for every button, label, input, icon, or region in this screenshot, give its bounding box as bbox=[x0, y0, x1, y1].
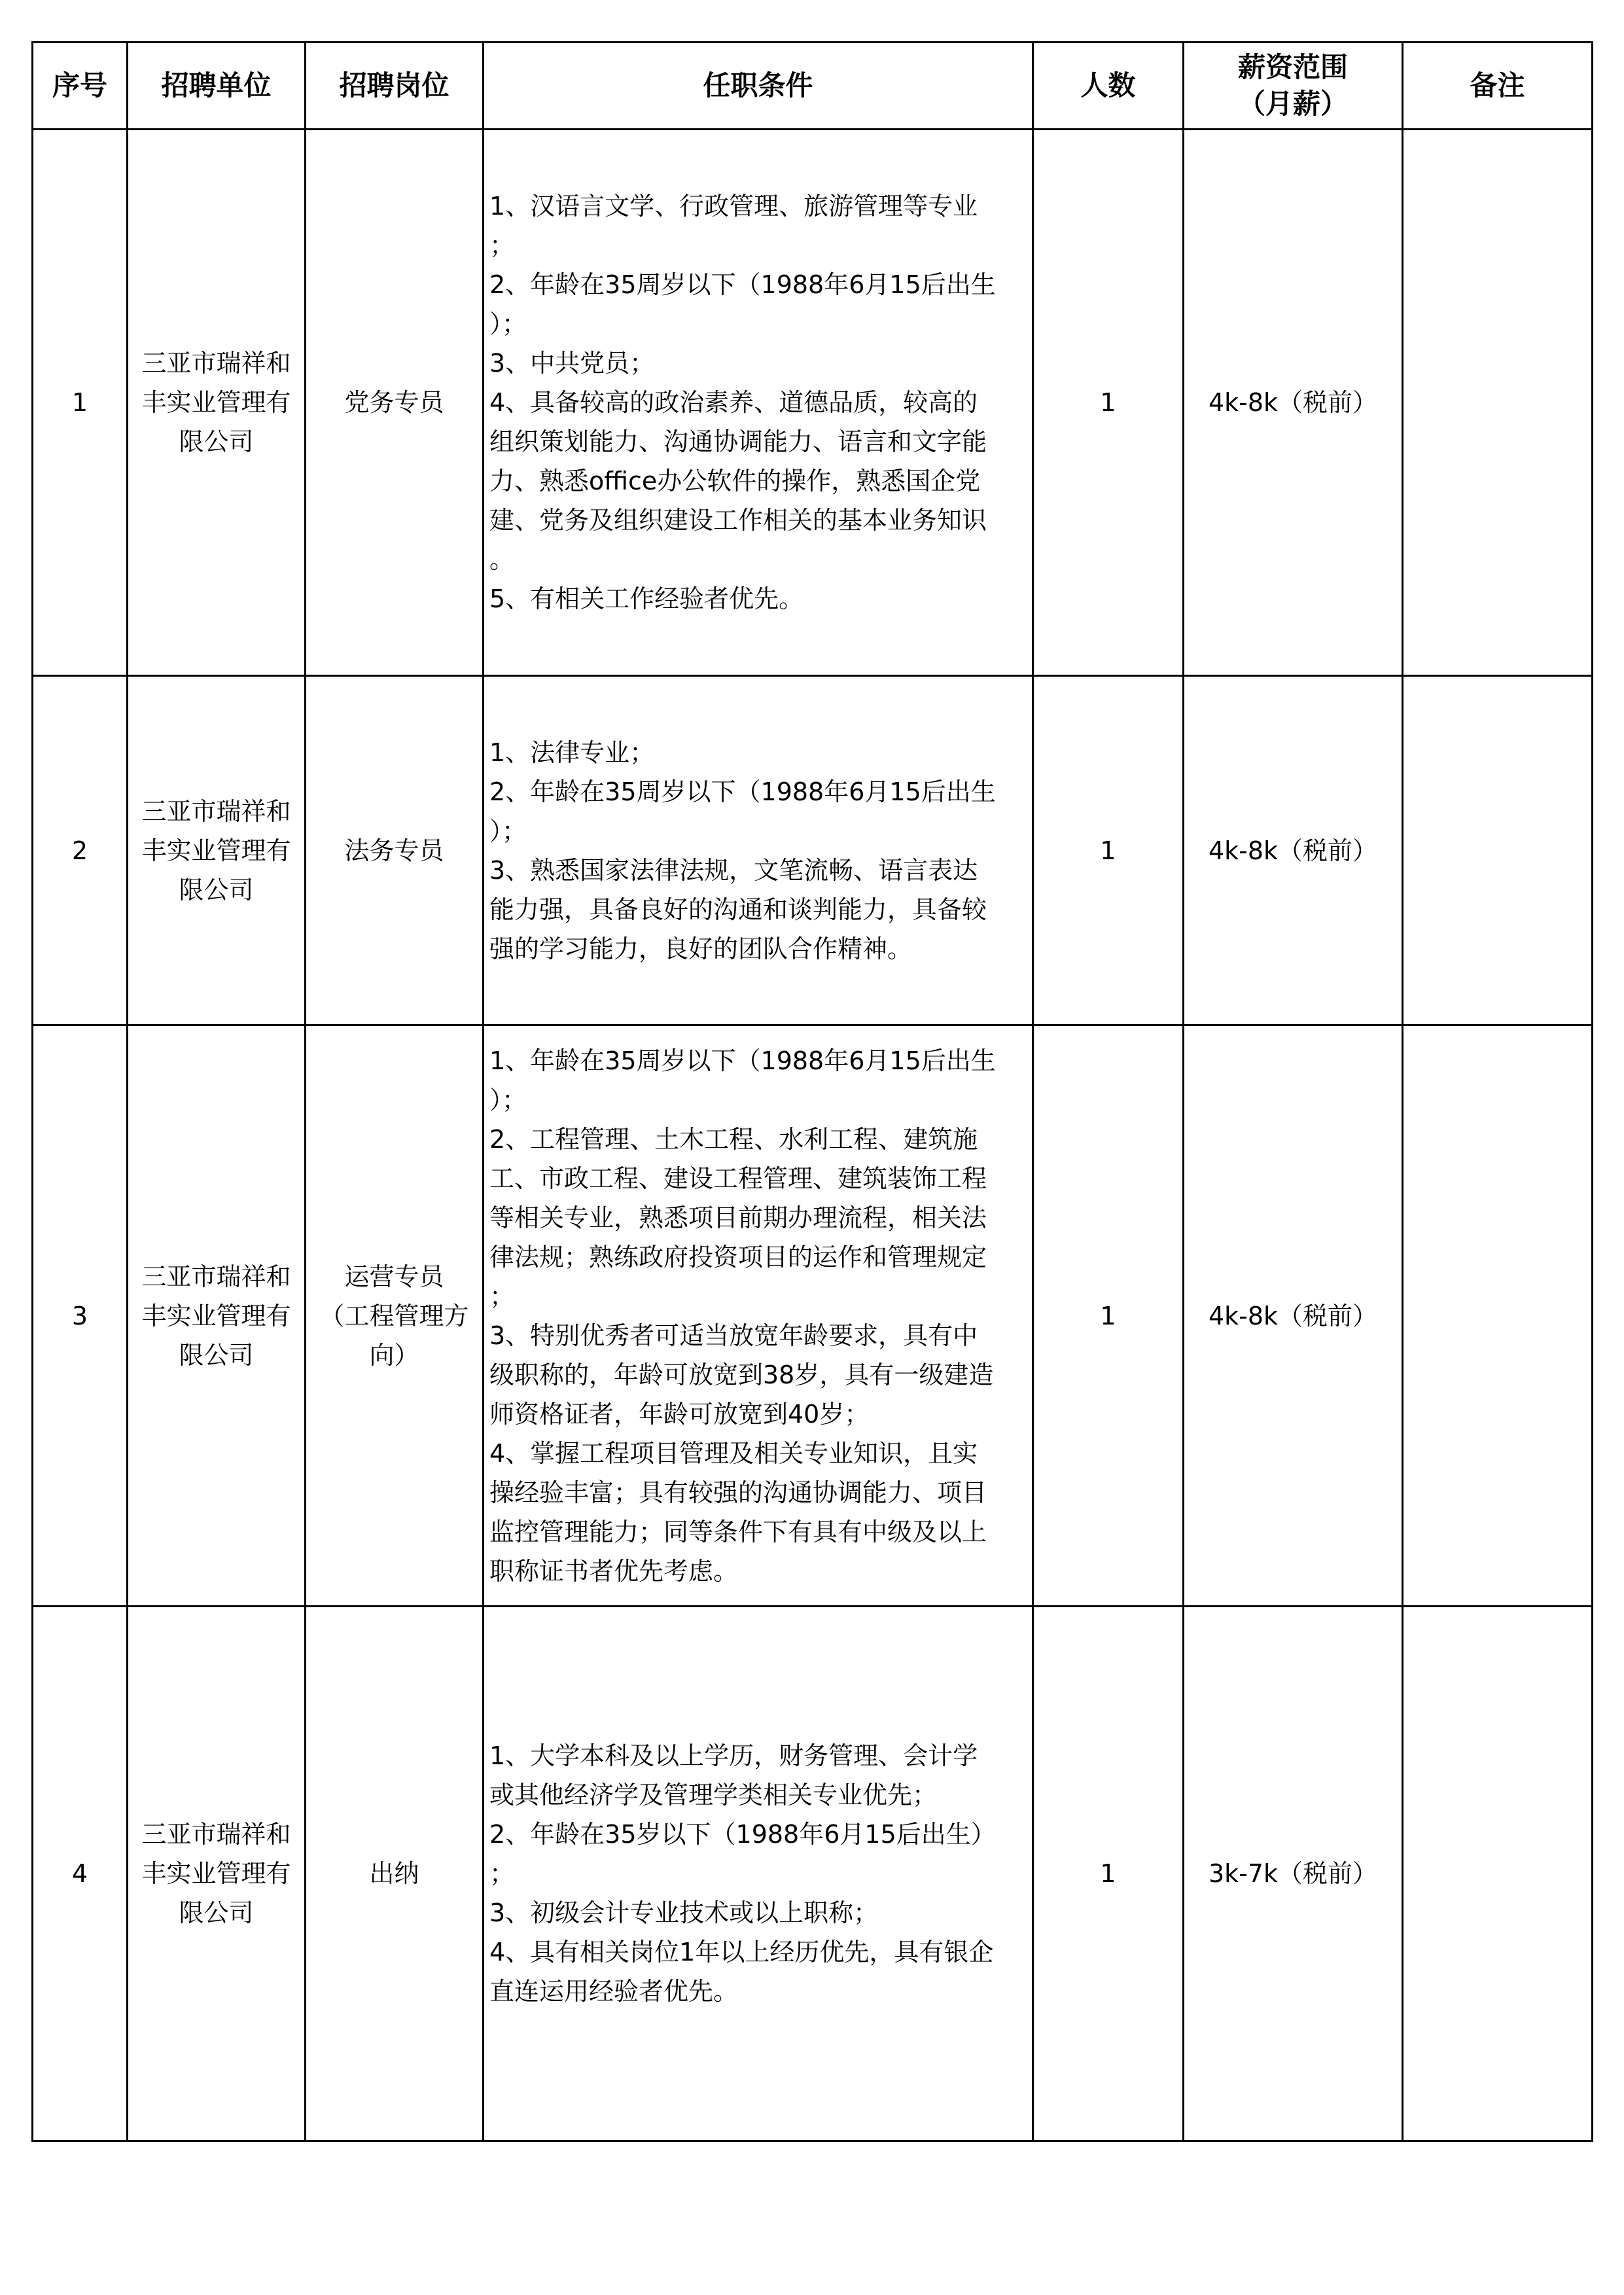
requirement-line: 师资格证者，年龄可放宽到40岁； bbox=[489, 1399, 870, 1429]
row-remarks bbox=[1403, 1607, 1593, 2141]
header-salary-line2: （月薪） bbox=[1237, 88, 1348, 120]
unit-line: 三亚市瑞祥和 bbox=[141, 349, 291, 378]
position-line: 出纳 bbox=[369, 1859, 419, 1888]
position-line: 向） bbox=[369, 1340, 419, 1370]
recruitment-table bbox=[31, 41, 1593, 2142]
row-unit bbox=[128, 1025, 306, 1607]
requirement-line: 1、年龄在35周岁以下（1988年6月15后出生 bbox=[489, 1046, 996, 1075]
table-row bbox=[33, 1025, 1593, 1607]
header-unit: 招聘单位 bbox=[128, 43, 306, 130]
requirement-line: 3、熟悉国家法律法规，文笔流畅、语言表达 bbox=[489, 855, 978, 885]
header-salary bbox=[1184, 43, 1403, 130]
row-remarks bbox=[1403, 1025, 1593, 1607]
requirement-line: 2、工程管理、土木工程、水利工程、建筑施 bbox=[489, 1124, 978, 1154]
table-row bbox=[33, 130, 1593, 676]
position-line: 党务专员 bbox=[344, 388, 444, 417]
recruitment-table-container bbox=[31, 41, 1591, 2142]
requirement-line: 等相关专业，熟悉项目前期办理流程，相关法 bbox=[489, 1203, 987, 1232]
row-salary: 3k-7k（税前） bbox=[1184, 1607, 1403, 2141]
requirement-line: 4、具有相关岗位1年以上经历优先，具有银企 bbox=[489, 1938, 994, 1966]
requirement-line: ）； bbox=[489, 1085, 527, 1114]
row-position bbox=[306, 130, 484, 676]
requirement-line: 1、汉语言文学、行政管理、旅游管理等专业 bbox=[489, 192, 978, 221]
requirement-line: 操经验丰富；具有较强的沟通协调能力、项目 bbox=[489, 1478, 987, 1507]
unit-line: 限公司 bbox=[179, 875, 254, 904]
row-requirements bbox=[484, 676, 1033, 1025]
requirement-line: 级职称的，年龄可放宽到38岁，具有一级建造 bbox=[489, 1360, 994, 1389]
requirement-line: 工、市政工程、建设工程管理、建筑装饰工程 bbox=[489, 1164, 987, 1193]
row-count: 1 bbox=[1033, 1025, 1184, 1607]
row-unit bbox=[128, 1607, 306, 2141]
row-requirements bbox=[484, 1607, 1033, 2141]
requirement-line: 2、年龄在35岁以下（1988年6月15后出生） bbox=[489, 1820, 996, 1849]
row-salary: 4k-8k（税前） bbox=[1184, 130, 1403, 676]
row-unit bbox=[128, 130, 306, 676]
row-position bbox=[306, 1607, 484, 2141]
row-salary: 4k-8k（税前） bbox=[1184, 676, 1403, 1025]
requirement-line: ）； bbox=[489, 310, 527, 338]
requirement-line: 力、熟悉office办公软件的操作，熟悉国企党 bbox=[489, 467, 981, 495]
row-salary: 4k-8k（税前） bbox=[1184, 1025, 1403, 1607]
row-index: 1 bbox=[33, 130, 128, 676]
table-row bbox=[33, 1607, 1593, 2141]
header-requirements: 任职条件 bbox=[484, 43, 1033, 130]
unit-line: 丰实业管理有 bbox=[141, 1859, 291, 1888]
row-count: 1 bbox=[1033, 130, 1184, 676]
row-remarks bbox=[1403, 130, 1593, 676]
requirement-line: 1、法律专业； bbox=[489, 738, 655, 767]
header-row bbox=[33, 43, 1593, 130]
header-salary-line1: 薪资范围 bbox=[1237, 51, 1348, 83]
header-count: 人数 bbox=[1033, 43, 1184, 130]
requirement-line: 2、年龄在35周岁以下（1988年6月15后出生 bbox=[489, 777, 996, 806]
unit-line: 限公司 bbox=[179, 427, 254, 456]
requirement-line: 3、特别优秀者可适当放宽年龄要求，具有中 bbox=[489, 1321, 978, 1350]
requirement-line: 职称证书者优先考虑。 bbox=[489, 1556, 739, 1586]
requirement-line: 4、掌握工程项目管理及相关专业知识，且实 bbox=[489, 1438, 978, 1468]
requirement-line: 4、具备较高的政治素养、道德品质，较高的 bbox=[489, 388, 978, 417]
requirement-line: 监控管理能力；同等条件下有具有中级及以上 bbox=[489, 1517, 987, 1546]
requirement-line: 建、党务及组织建设工作相关的基本业务知识 bbox=[489, 506, 987, 535]
unit-line: 三亚市瑞祥和 bbox=[141, 1820, 291, 1849]
table-body bbox=[33, 130, 1593, 2141]
row-requirements bbox=[484, 130, 1033, 676]
position-line: （工程管理方 bbox=[319, 1301, 469, 1330]
requirement-line: 强的学习能力，良好的团队合作精神。 bbox=[489, 934, 913, 963]
table-row bbox=[33, 676, 1593, 1025]
requirement-line: 3、初级会计专业技术或以上职称； bbox=[489, 1898, 879, 1927]
header-remarks: 备注 bbox=[1403, 43, 1593, 130]
requirement-line: 2、年龄在35周岁以下（1988年6月15后出生 bbox=[489, 270, 996, 299]
requirement-line: 能力强，具备良好的沟通和谈判能力，具备较 bbox=[489, 895, 987, 924]
row-requirements bbox=[484, 1025, 1033, 1607]
requirement-line: 直连运用经验者优先。 bbox=[489, 1977, 739, 2006]
row-position bbox=[306, 1025, 484, 1607]
requirement-line: 律法规；熟练政府投资项目的运作和管理规定 bbox=[489, 1242, 987, 1272]
requirement-line: 组织策划能力、沟通协调能力、语言和文字能 bbox=[489, 427, 987, 456]
requirement-line: 3、中共党员； bbox=[489, 349, 655, 378]
row-index: 2 bbox=[33, 676, 128, 1025]
row-index: 3 bbox=[33, 1025, 128, 1607]
position-line: 运营专员 bbox=[344, 1262, 444, 1291]
header-position: 招聘岗位 bbox=[306, 43, 484, 130]
requirement-line: 。 bbox=[489, 545, 515, 574]
unit-line: 丰实业管理有 bbox=[141, 836, 291, 865]
unit-line: 丰实业管理有 bbox=[141, 1301, 291, 1330]
requirement-line: 1、大学本科及以上学历，财务管理、会计学 bbox=[489, 1741, 978, 1770]
requirement-line: 5、有相关工作经验者优先。 bbox=[489, 584, 804, 613]
position-line: 法务专员 bbox=[344, 836, 444, 865]
requirement-line: ； bbox=[489, 231, 515, 260]
unit-line: 限公司 bbox=[179, 1340, 254, 1370]
unit-line: 丰实业管理有 bbox=[141, 388, 291, 417]
row-count: 1 bbox=[1033, 1607, 1184, 2141]
row-count: 1 bbox=[1033, 676, 1184, 1025]
requirement-line: ）； bbox=[489, 816, 527, 845]
unit-line: 三亚市瑞祥和 bbox=[141, 1262, 291, 1291]
row-remarks bbox=[1403, 676, 1593, 1025]
requirement-line: ； bbox=[489, 1859, 515, 1888]
unit-line: 三亚市瑞祥和 bbox=[141, 796, 291, 826]
requirement-line: ； bbox=[489, 1281, 515, 1311]
header-index: 序号 bbox=[33, 43, 128, 130]
row-position bbox=[306, 676, 484, 1025]
requirement-line: 或其他经济学及管理学类相关专业优先； bbox=[489, 1781, 938, 1809]
unit-line: 限公司 bbox=[179, 1898, 254, 1927]
row-unit bbox=[128, 676, 306, 1025]
row-index: 4 bbox=[33, 1607, 128, 2141]
